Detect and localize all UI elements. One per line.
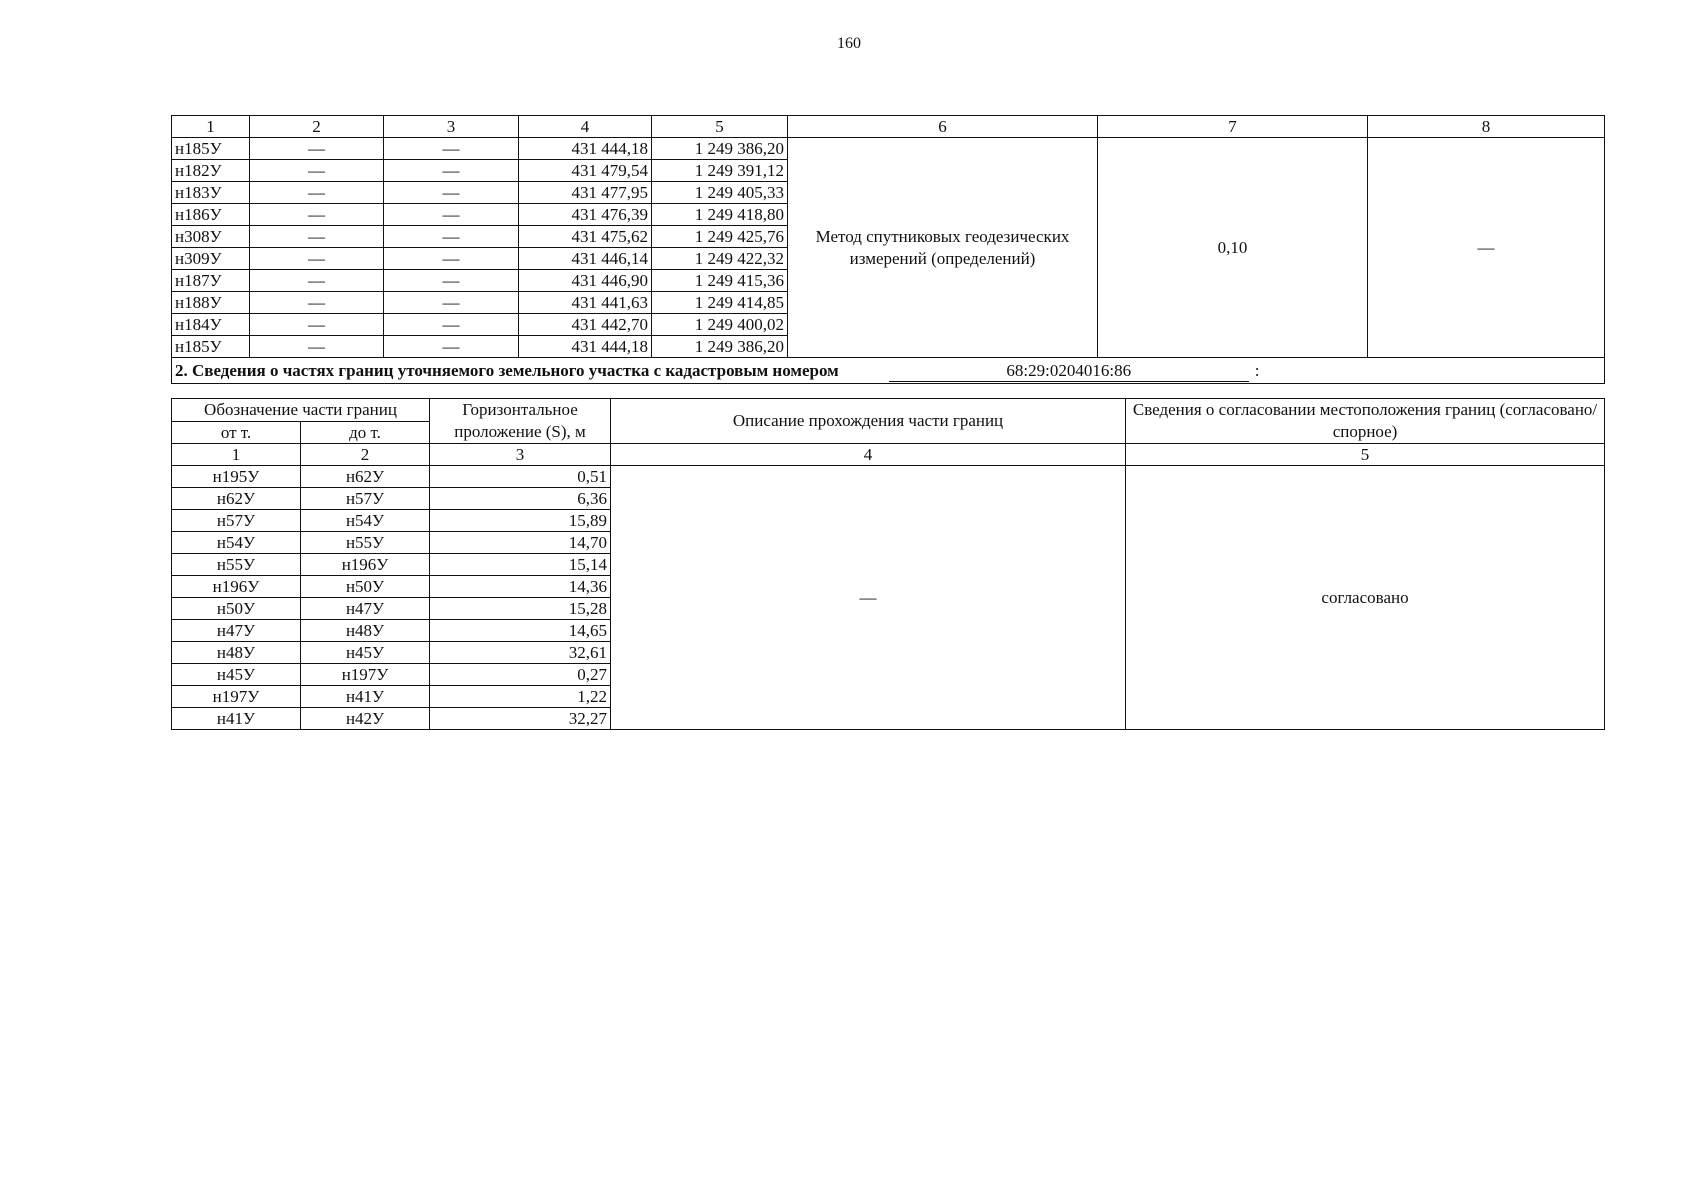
from-point-cell: н55У bbox=[172, 554, 301, 576]
x-coord-cell: 431 444,18 bbox=[519, 138, 652, 160]
point-id-cell: н187У bbox=[172, 270, 250, 292]
to-point-cell: н50У bbox=[301, 576, 430, 598]
from-point-cell: н41У bbox=[172, 708, 301, 730]
page-number: 160 bbox=[837, 35, 861, 52]
col3-cell: — bbox=[384, 292, 519, 314]
col3-cell: — bbox=[384, 314, 519, 336]
col3-cell: — bbox=[384, 336, 519, 358]
y-coord-cell: 1 249 386,20 bbox=[652, 336, 788, 358]
col3-cell: — bbox=[384, 160, 519, 182]
y-coord-cell: 1 249 391,12 bbox=[652, 160, 788, 182]
agreement-header: Сведения о согласовании местоположения границ (согласовано/спорное) bbox=[1126, 399, 1605, 444]
from-point-cell: н195У bbox=[172, 466, 301, 488]
x-coord-cell: 431 441,63 bbox=[519, 292, 652, 314]
col2-cell: — bbox=[250, 248, 384, 270]
point-id-cell: н308У bbox=[172, 226, 250, 248]
x-coord-cell: 431 446,14 bbox=[519, 248, 652, 270]
point-id-cell: н186У bbox=[172, 204, 250, 226]
col2-cell: — bbox=[250, 204, 384, 226]
method-cell: Метод спутниковых геодезических измерений (определений) bbox=[788, 138, 1098, 358]
y-coord-cell: 1 249 405,33 bbox=[652, 182, 788, 204]
designation-header: Обозначение части границ bbox=[172, 399, 430, 422]
section2-title-row bbox=[172, 358, 1605, 384]
to-point-cell: н57У bbox=[301, 488, 430, 510]
x-coord-cell: 431 446,90 bbox=[519, 270, 652, 292]
y-coord-cell: 1 249 386,20 bbox=[652, 138, 788, 160]
point-id-cell: н185У bbox=[172, 336, 250, 358]
point-id-cell: н183У bbox=[172, 182, 250, 204]
x-coord-cell: 431 442,70 bbox=[519, 314, 652, 336]
y-coord-cell: 1 249 418,80 bbox=[652, 204, 788, 226]
distance-cell: 6,36 bbox=[430, 488, 611, 510]
to-point-cell: н48У bbox=[301, 620, 430, 642]
x-coord-cell: 431 476,39 bbox=[519, 204, 652, 226]
section2-title bbox=[172, 358, 1605, 384]
points-header-cell: 8 bbox=[1368, 116, 1605, 138]
col2-cell: — bbox=[250, 270, 384, 292]
distance-cell: 14,65 bbox=[430, 620, 611, 642]
boundary-parts-table bbox=[171, 398, 1605, 730]
col2-cell: — bbox=[250, 226, 384, 248]
distance-cell: 15,89 bbox=[430, 510, 611, 532]
col2-cell: — bbox=[250, 314, 384, 336]
col8-cell: — bbox=[1368, 138, 1605, 358]
to-point-cell: н54У bbox=[301, 510, 430, 532]
y-coord-cell: 1 249 425,76 bbox=[652, 226, 788, 248]
distance-cell: 14,36 bbox=[430, 576, 611, 598]
from-point-cell: н62У bbox=[172, 488, 301, 510]
points-header-cell: 7 bbox=[1098, 116, 1368, 138]
x-coord-cell: 431 477,95 bbox=[519, 182, 652, 204]
col3-cell: — bbox=[384, 270, 519, 292]
col3-cell: — bbox=[384, 182, 519, 204]
parts-table-row bbox=[172, 466, 1605, 488]
parts-number-cell: 2 bbox=[301, 444, 430, 466]
col2-cell: — bbox=[250, 160, 384, 182]
from-point-cell: н197У bbox=[172, 686, 301, 708]
from-point-cell: н57У bbox=[172, 510, 301, 532]
from-header: от т. bbox=[172, 421, 301, 444]
from-point-cell: н54У bbox=[172, 532, 301, 554]
parts-number-row bbox=[172, 444, 1605, 466]
description-header: Описание прохождения части границ bbox=[611, 399, 1126, 444]
to-point-cell: н197У bbox=[301, 664, 430, 686]
col3-cell: — bbox=[384, 226, 519, 248]
x-coord-cell: 431 475,62 bbox=[519, 226, 652, 248]
x-coord-cell: 431 444,18 bbox=[519, 336, 652, 358]
col2-cell: — bbox=[250, 138, 384, 160]
parts-number-cell: 1 bbox=[172, 444, 301, 466]
cadastral-colon: : bbox=[1254, 360, 1260, 380]
point-id-cell: н185У bbox=[172, 138, 250, 160]
to-point-cell: н42У bbox=[301, 708, 430, 730]
agreement-cell: согласовано bbox=[1126, 466, 1605, 730]
distance-cell: 15,28 bbox=[430, 598, 611, 620]
col3-cell: — bbox=[384, 204, 519, 226]
to-point-cell: н47У bbox=[301, 598, 430, 620]
points-header-cell: 4 bbox=[519, 116, 652, 138]
section2-title-text: 2. Сведения о частях границ уточняемого земельного участка с кадастровым номером bbox=[175, 360, 839, 380]
point-id-cell: н309У bbox=[172, 248, 250, 270]
y-coord-cell: 1 249 414,85 bbox=[652, 292, 788, 314]
to-point-cell: н196У bbox=[301, 554, 430, 576]
y-coord-cell: 1 249 415,36 bbox=[652, 270, 788, 292]
description-cell: — bbox=[611, 466, 1126, 730]
parts-header-row-1 bbox=[172, 399, 1605, 422]
points-header-cell: 1 bbox=[172, 116, 250, 138]
point-id-cell: н182У bbox=[172, 160, 250, 182]
x-coord-cell: 431 479,54 bbox=[519, 160, 652, 182]
col2-cell: — bbox=[250, 182, 384, 204]
to-point-cell: н62У bbox=[301, 466, 430, 488]
to-point-cell: н45У bbox=[301, 642, 430, 664]
point-id-cell: н188У bbox=[172, 292, 250, 314]
col2-cell: — bbox=[250, 292, 384, 314]
y-coord-cell: 1 249 400,02 bbox=[652, 314, 788, 336]
points-header-row bbox=[172, 116, 1605, 138]
distance-cell: 14,70 bbox=[430, 532, 611, 554]
col2-cell: — bbox=[250, 336, 384, 358]
point-id-cell: н184У bbox=[172, 314, 250, 336]
from-point-cell: н45У bbox=[172, 664, 301, 686]
to-header: до т. bbox=[301, 421, 430, 444]
from-point-cell: н50У bbox=[172, 598, 301, 620]
horizontal-header: Горизонтальное проложение (S), м bbox=[430, 399, 611, 444]
points-header-cell: 6 bbox=[788, 116, 1098, 138]
from-point-cell: н47У bbox=[172, 620, 301, 642]
distance-cell: 32,27 bbox=[430, 708, 611, 730]
distance-cell: 0,27 bbox=[430, 664, 611, 686]
distance-cell: 1,22 bbox=[430, 686, 611, 708]
y-coord-cell: 1 249 422,32 bbox=[652, 248, 788, 270]
from-point-cell: н48У bbox=[172, 642, 301, 664]
to-point-cell: н41У bbox=[301, 686, 430, 708]
accuracy-cell: 0,10 bbox=[1098, 138, 1368, 358]
parts-number-cell: 4 bbox=[611, 444, 1126, 466]
points-header-cell: 5 bbox=[652, 116, 788, 138]
distance-cell: 32,61 bbox=[430, 642, 611, 664]
points-header-cell: 2 bbox=[250, 116, 384, 138]
col3-cell: — bbox=[384, 138, 519, 160]
from-point-cell: н196У bbox=[172, 576, 301, 598]
distance-cell: 15,14 bbox=[430, 554, 611, 576]
points-header-cell: 3 bbox=[384, 116, 519, 138]
col3-cell: — bbox=[384, 248, 519, 270]
to-point-cell: н55У bbox=[301, 532, 430, 554]
parts-number-cell: 5 bbox=[1126, 444, 1605, 466]
parts-number-cell: 3 bbox=[430, 444, 611, 466]
boundary-points-table bbox=[171, 115, 1605, 384]
distance-cell: 0,51 bbox=[430, 466, 611, 488]
points-table-row bbox=[172, 138, 1605, 160]
cadastral-number: 68:29:0204016:86 bbox=[889, 361, 1249, 382]
